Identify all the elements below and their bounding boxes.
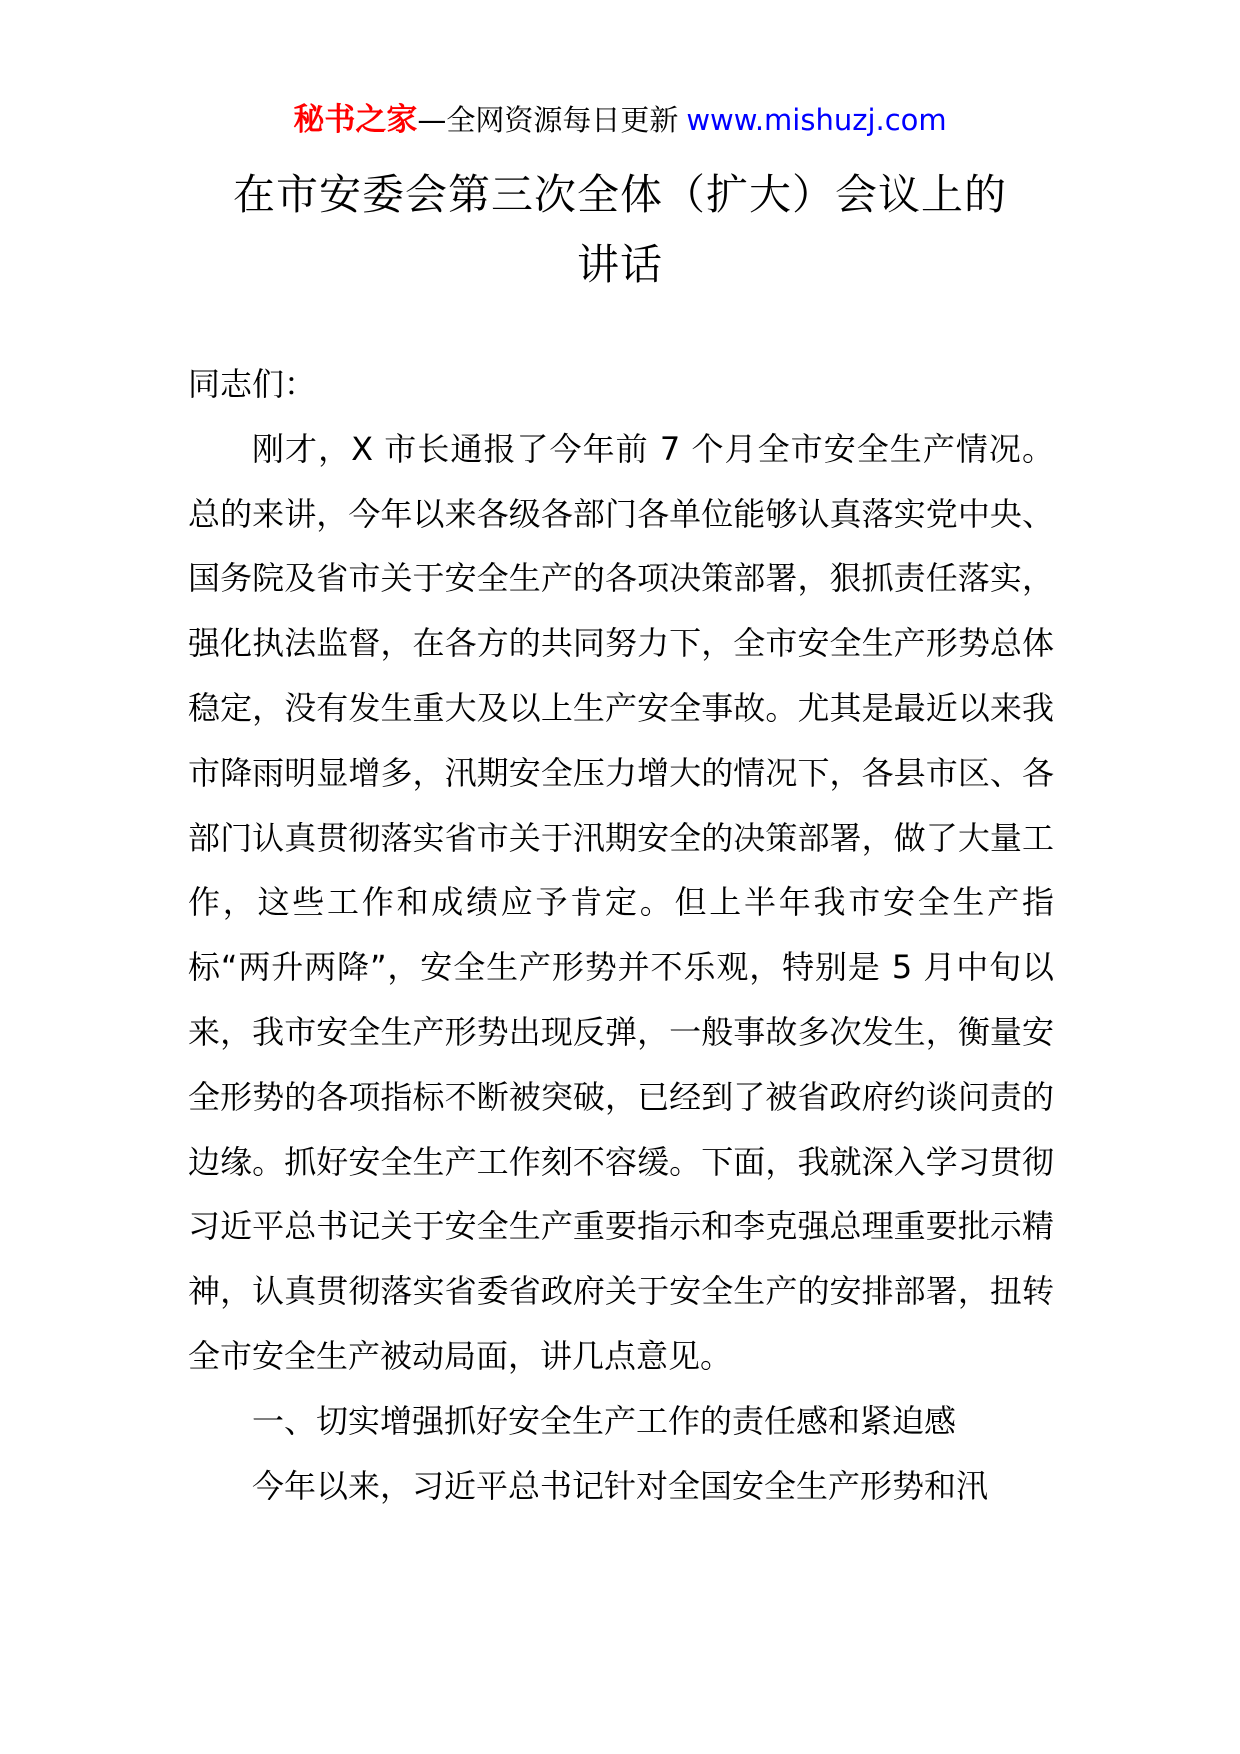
paragraph-2: 今年以来，习近平总书记针对全国安全生产形势和汛 (252, 1466, 989, 1505)
title-line-2: 讲话 (576, 240, 663, 289)
site-url: www.mishuzj.com (686, 103, 947, 137)
brand-slogan: —全网资源每日更新 (417, 103, 679, 137)
brand-name: 秘书之家 (293, 102, 418, 138)
paragraph-1: 刚才，X 市长通报了今年前 7 个月全市安全生产情况。总的来讲，今年以来各级各部门各单位能够认真落实党中央、国务院及省市关于安全生产的各项决策部署，狠抓责任落实，强化执法监督，在各方的共同努力下，全市安全生产形势总体稳定，没有发生重大及以上生产安全事故。尤其是最近以来我市降雨明显增多，汛期安全压力增大的情况下，各县市区、各部门认真贯彻落实省市关于汛期安全的决策部署，做了大量工作，这些工作和成绩应予肯定。但上半年我市安全生产指标“两升两降”，安全生产形势并不乐观，特别是 5 月中旬以来，我市安全生产形势出现反弹，一般事故多次发生，衡量安全形势的各项指标不断被突破，已经到了被省政府约谈问责的边缘。抓好安全生产工作刻不容缓。下面，我就深入学习贯彻习近平总书记关于安全生产重要指示和李克强总理重要批示精神，认真贯彻落实省委省政府关于安全生产的安排部署，扭转全市安全生产被动局面，讲几点意见。 (188, 429, 1054, 1375)
watermark-header (0, 100, 1240, 140)
document-title (160, 160, 1080, 300)
document-body (188, 352, 1054, 1518)
salutation: 同志们： (188, 365, 317, 403)
title-line-1: 在市安委会第三次全体（扩大）会议上的 (232, 170, 1007, 219)
section-heading-1: 一、切实增强抓好安全生产工作的责任感和紧迫感 (252, 1401, 957, 1440)
